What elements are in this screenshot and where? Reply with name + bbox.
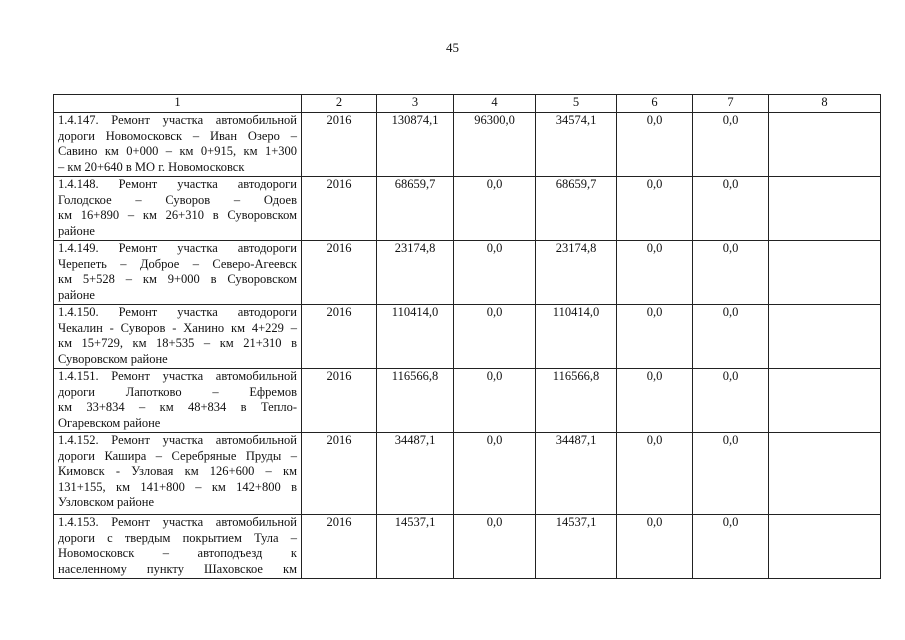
table-row (54, 369, 881, 433)
table-row (54, 305, 881, 369)
road-repair-description (54, 241, 302, 305)
budget-table (53, 94, 881, 579)
column-header-1: 1 (54, 95, 302, 113)
value-col6-cell: 0,0 (617, 241, 693, 305)
value-col4-cell: 0,0 (454, 515, 536, 579)
column-header-2: 2 (302, 95, 377, 113)
value-col5-cell: 110414,0 (536, 305, 617, 369)
value-col7-cell: 0,0 (693, 369, 769, 433)
year-cell: 2016 (302, 305, 377, 369)
value-col6-cell: 0,0 (617, 305, 693, 369)
header-row (54, 95, 881, 113)
note-col8-cell (769, 305, 881, 369)
table-body (54, 113, 881, 579)
year-cell: 2016 (302, 241, 377, 305)
description-line: дороги с твердым покрытием Тула – (58, 530, 297, 545)
note-col8-cell (769, 369, 881, 433)
value-col4-cell: 0,0 (454, 369, 536, 433)
table-row (54, 433, 881, 515)
value-col4-cell: 0,0 (454, 241, 536, 305)
value-col3-cell: 14537,1 (377, 515, 454, 579)
description-line: Огаревском районе (58, 415, 161, 430)
value-col4-cell: 96300,0 (454, 113, 536, 177)
description-line: Черепеть – Доброе – Северо-Агеевск (58, 256, 297, 271)
note-col8-cell (769, 433, 881, 515)
value-col5-cell: 14537,1 (536, 515, 617, 579)
value-col5-cell: 116566,8 (536, 369, 617, 433)
note-col8-cell (769, 515, 881, 579)
description-line: дороги Кашира – Серебряные Пруды – (58, 448, 297, 463)
description-line: км 16+890 – км 26+310 в Суворовском (58, 208, 297, 222)
value-col6-cell: 0,0 (617, 177, 693, 241)
note-col8-cell (769, 177, 881, 241)
value-col5-cell: 34574,1 (536, 113, 617, 177)
year-cell: 2016 (302, 369, 377, 433)
value-col4-cell: 0,0 (454, 177, 536, 241)
description-line: 1.4.148. Ремонт участка автодороги (58, 177, 297, 191)
road-repair-description (54, 433, 302, 515)
value-col7-cell: 0,0 (693, 515, 769, 579)
description-line: дороги Новомосковск – Иван Озеро – (58, 128, 297, 143)
description-line: Суворовском районе (58, 351, 168, 366)
description-line: 1.4.151. Ремонт участка автомобильной (58, 369, 297, 383)
description-line: км 33+834 – км 48+834 в Тепло- (58, 400, 297, 414)
description-line: Савино км 0+000 – км 0+915, км 1+300 (58, 144, 297, 158)
description-line: 1.4.152. Ремонт участка автомобильной (58, 433, 297, 447)
description-line: 1.4.149. Ремонт участка автодороги (58, 241, 297, 255)
column-header-7: 7 (693, 95, 769, 113)
value-col6-cell: 0,0 (617, 113, 693, 177)
value-col3-cell: 110414,0 (377, 305, 454, 369)
road-repair-description (54, 515, 302, 579)
table-row (54, 177, 881, 241)
column-header-8: 8 (769, 95, 881, 113)
note-col8-cell (769, 241, 881, 305)
value-col6-cell: 0,0 (617, 515, 693, 579)
value-col7-cell: 0,0 (693, 305, 769, 369)
description-line: Узловском районе (58, 495, 155, 509)
description-line: 1.4.150. Ремонт участка автодороги (58, 305, 297, 319)
table-row (54, 241, 881, 305)
table-row (54, 113, 881, 177)
description-line: районе (58, 287, 95, 302)
description-line: 1.4.147. Ремонт участка автомобильной (58, 113, 297, 127)
road-repair-description (54, 113, 302, 177)
value-col3-cell: 130874,1 (377, 113, 454, 177)
value-col3-cell: 68659,7 (377, 177, 454, 241)
description-line: – км 20+640 в МО г. Новомосковск (58, 159, 245, 174)
description-line: Голодское – Суворов – Одоев (58, 192, 297, 207)
road-repair-description (54, 177, 302, 241)
description-line: населенному пункту Шаховское км (58, 561, 297, 576)
column-header-6: 6 (617, 95, 693, 113)
description-line: Чекалин - Суворов - Ханино км 4+229 – (58, 320, 297, 335)
value-col4-cell: 0,0 (454, 305, 536, 369)
value-col5-cell: 34487,1 (536, 433, 617, 515)
description-line: дороги Лапотково – Ефремов (58, 384, 297, 399)
table-row (54, 515, 881, 579)
year-cell: 2016 (302, 433, 377, 515)
description-line: км 5+528 – км 9+000 в Суворовском (58, 272, 297, 286)
page-number: 45 (446, 40, 459, 55)
value-col6-cell: 0,0 (617, 433, 693, 515)
year-cell: 2016 (302, 177, 377, 241)
value-col5-cell: 23174,8 (536, 241, 617, 305)
description-line: км 15+729, км 18+535 – км 21+310 в (58, 336, 297, 350)
value-col5-cell: 68659,7 (536, 177, 617, 241)
value-col7-cell: 0,0 (693, 177, 769, 241)
description-line: 131+155, км 141+800 – км 142+800 в (58, 479, 297, 494)
value-col3-cell: 34487,1 (377, 433, 454, 515)
description-line: районе (58, 223, 95, 238)
note-col8-cell (769, 113, 881, 177)
value-col7-cell: 0,0 (693, 241, 769, 305)
column-header-5: 5 (536, 95, 617, 113)
value-col4-cell: 0,0 (454, 433, 536, 515)
value-col7-cell: 0,0 (693, 433, 769, 515)
value-col3-cell: 23174,8 (377, 241, 454, 305)
description-line: Новомосковск – автоподъезд к (58, 546, 297, 560)
description-line: 1.4.153. Ремонт участка автомобильной (58, 515, 297, 529)
column-header-4: 4 (454, 95, 536, 113)
value-col7-cell: 0,0 (693, 113, 769, 177)
road-repair-description (54, 305, 302, 369)
description-line: Кимовск - Узловая км 126+600 – км (58, 464, 297, 478)
road-repair-description (54, 369, 302, 433)
value-col3-cell: 116566,8 (377, 369, 454, 433)
value-col6-cell: 0,0 (617, 369, 693, 433)
year-cell: 2016 (302, 113, 377, 177)
year-cell: 2016 (302, 515, 377, 579)
column-header-3: 3 (377, 95, 454, 113)
